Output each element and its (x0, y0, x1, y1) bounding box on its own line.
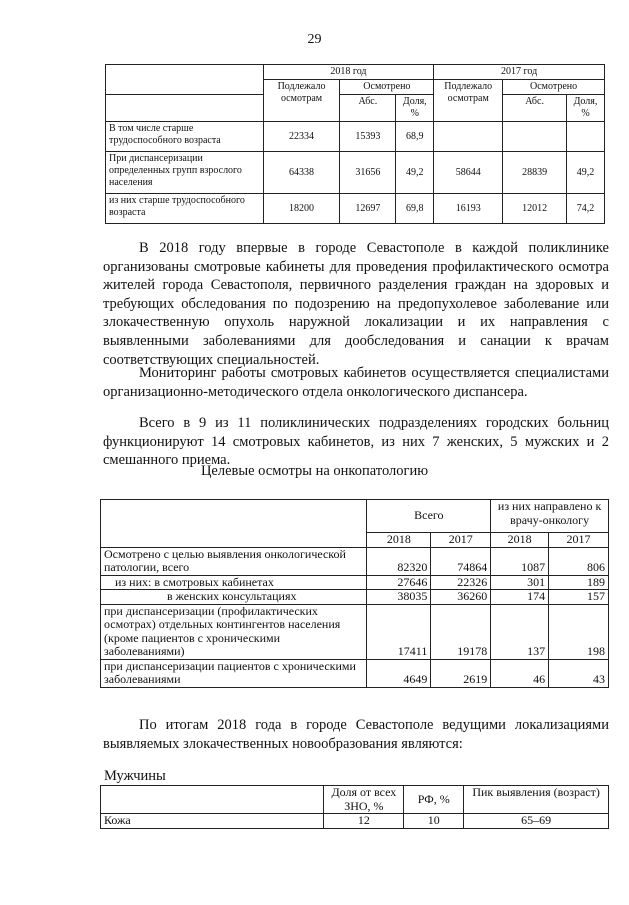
examined-header: Осмотрено (340, 80, 434, 95)
paragraph: Всего в 9 из 11 поликлинических подразделениях городских больниц функционируют 14 смотровых кабинетов, из них 7 женских, 5 мужских и 2 смешанного приема. (103, 415, 609, 469)
men-label: Мужчины (104, 768, 166, 784)
table-row: из них старше трудоспособного возраста 18200 12697 69,8 16193 12012 74,2 (106, 194, 605, 224)
table-row: Осмотрено с целью выявления онкологической патологии, всего 82320 74864 1087 806 (101, 547, 609, 575)
row-label: Кожа (101, 814, 324, 829)
table-caption: Целевые осмотры на онкопатологию (200, 463, 429, 479)
table-row: В том числе старше трудоспособного возраста 22334 15393 68,9 (106, 122, 605, 152)
oncology-screening-table: Всего из них направлено к врачу-онкологу 2018 2017 2018 2017 Осмотрено с целью выявления онкологической патологии, всего 82320 74864 1087 806 из них: в смотровых кабинетах 27646 22326 301 189 в женских консультациях 38035 36260 174 157 при диспансеризации (профилактических осмотрах) отдельных контингентов населения (кроме пациентов с хроническими заболеваниями) 17411 19178 137 198 при диспансеризации пациентов с хроническими заболеваниями 4649 2619 46 43 (100, 499, 609, 688)
subject-header: Подлежало осмотрам (263, 80, 340, 122)
table-row: Кожа 12 10 65–69 (101, 814, 609, 829)
row-label: из них: в смотровых кабинетах (101, 575, 367, 590)
table-row: из них: в смотровых кабинетах 27646 22326 301 189 (101, 575, 609, 590)
row-label: При диспансеризации определенных групп взрослого населения (106, 152, 264, 194)
table-row: при диспансеризации (профилактических осмотрах) отдельных контингентов населения (кроме пациентов с хроническими заболеваниями) 17411 19178 137 198 (101, 604, 609, 659)
row-label: из них старше трудоспособного возраста (106, 194, 264, 224)
paragraph: Мониторинг работы смотровых кабинетов осуществляется специалистами организационно-методического отдела онкологического диспансера. (103, 365, 609, 400)
table-row: при диспансеризации пациентов с хроническими заболеваниями 4649 2619 46 43 (101, 659, 609, 687)
men-localization-table (100, 785, 609, 829)
share-header: Доля от всех ЗНО, % (324, 786, 404, 814)
screening-table (105, 64, 605, 224)
table-row: При диспансеризации определенных групп взрослого населения 64338 31656 49,2 58644 28839 49,2 (106, 152, 605, 194)
page-number: 29 (307, 32, 322, 47)
row-label: в женских консультациях (101, 590, 367, 605)
year-2017-header: 2017 год (434, 65, 605, 80)
paragraph: В 2018 году впервые в городе Севастополе в каждой поликлинике организованы смотровые кабинеты для проведения профилактического осмотра жителей города Севастополя, первичного разделения граждан на здоровых и требующих обследования по подозрению на предопухолевое заболевание или злокачественную опухоль наружной локализации и их направления с выявленными заболеваниями для дообследования и санации к врачам соответствующих специальностей. (103, 240, 609, 368)
abs-header: Абс. (503, 95, 567, 122)
total-header: Всего (367, 500, 491, 533)
subject-header: Подлежало осмотрам (434, 80, 503, 122)
row-label: Осмотрено с целью выявления онкологической патологии, всего (101, 547, 367, 575)
row-label: при диспансеризации (профилактических осмотрах) отдельных контингентов населения (кроме пациентов с хроническими заболеваниями) (101, 604, 367, 659)
year-2018-header: 2018 год (263, 65, 434, 80)
row-label: при диспансеризации пациентов с хроническими заболеваниями (101, 659, 367, 687)
table-row: в женских консультациях 38035 36260 174 157 (101, 590, 609, 605)
examined-header: Осмотрено (503, 80, 605, 95)
abs-header: Абс. (340, 95, 396, 122)
share-header: Доля, % (396, 95, 434, 122)
share-header: Доля, % (567, 95, 605, 122)
rf-header: РФ, % (404, 786, 464, 814)
peak-header: Пик выявления (возраст) (464, 786, 609, 814)
referred-header: из них направлено к врачу-онкологу (491, 500, 609, 533)
row-label: В том числе старше трудоспособного возраста (106, 122, 264, 152)
paragraph: По итогам 2018 года в городе Севастополе ведущими локализациями выявляемых злокачественных новообразования являются: (103, 717, 609, 752)
